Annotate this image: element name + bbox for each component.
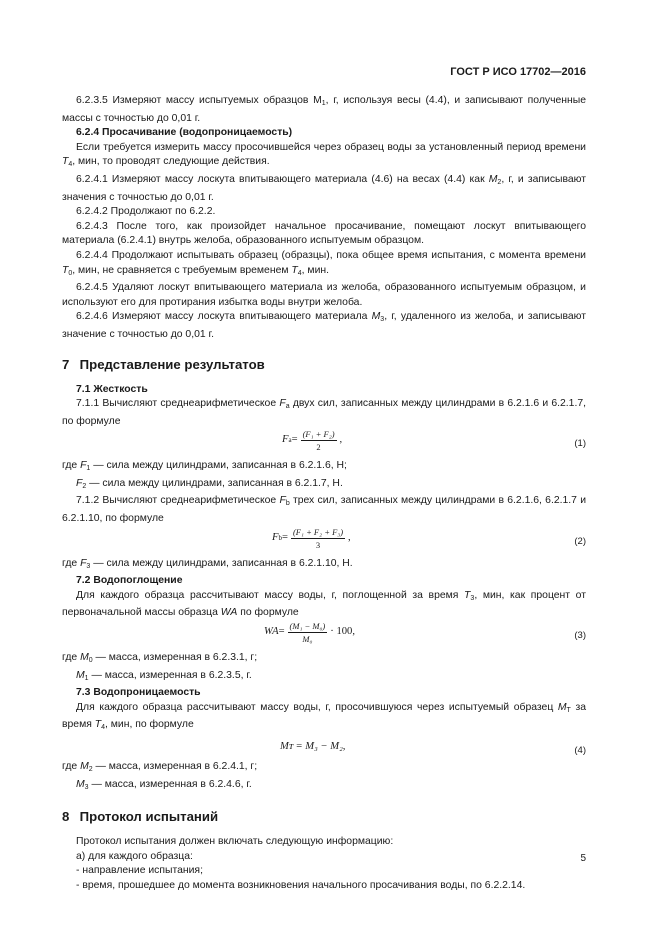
- equation-1-label: (1): [574, 438, 586, 450]
- equation-3: WA = $\frac{\text{(M₁ − M₀)}}{\text{M₀}}$ · 100, (3): [264, 621, 586, 645]
- para-6-2-4-3: 6.2.4.3 После того, как произойдет начальное просачивание, помещают лоскут впитывающего материала (6.2.4.1) внутрь желоба, образованного испытуемым образцом.: [62, 220, 586, 247]
- para-6-2-4-2: 6.2.4.2 Продолжают по 6.2.2.: [76, 206, 216, 218]
- heading-7-1: 7.1 Жесткость: [76, 383, 148, 395]
- heading-6-2-4: 6.2.4 Просачивание (водопроницаемость): [76, 127, 293, 139]
- para-6-2-4: Если требуется измерить массу просочившейся через образец воды за установленный период времени $T_4$, мин, то проводят следующие действия.: [62, 141, 586, 169]
- para-7-1-2: 7.1.2 Вычисляют среднеарифметическое $F_b$ трех сил, записанных между цилиндрами в 6.2.1.6, 6.2.1.7 и 6.2.1.10, по формуле: [62, 495, 586, 525]
- body-text: [62, 94, 586, 894]
- where-m0: где $M_0$ — масса, измеренная в 6.2.3.1, г;: [62, 652, 258, 665]
- where-f1: где $F_1$ — сила между цилиндрами, записанная в 6.2.1.6, Н;: [62, 460, 347, 473]
- equation-4-label: (4): [574, 745, 586, 756]
- para-6-2-4-1: 6.2.4.1 Измеряют массу лоскута впитывающего материала (4.6) на весах (4.4) как $M_2$, г, и записывают значения с точностью до 0,01 г.: [62, 173, 586, 203]
- where-f2: $F_2$ — сила между цилиндрами, записанная в 6.2.1.7, Н.: [76, 477, 343, 490]
- equation-2: F b = $\frac{\text{(F₁ + F₂ + F₃)}}{3}$ , (2): [272, 526, 586, 550]
- para-6-2-4-6: 6.2.4.6 Измеряют массу лоскута впитывающего материала $M_3$, г, удаленного из желоба, и записывают значение с точностью до 0,01 г.: [62, 311, 586, 340]
- where-f3: где $F_3$ — сила между цилиндрами, записанная в 6.2.1.10, Н.: [62, 557, 353, 570]
- equation-1: F a = $\frac{\text{(F₁ + F₂)}}{2}$ , (1): [282, 429, 586, 453]
- para-8-c: - время, прошедшее до момента возникновения начального просачивания воды, по 6.2.2.14.: [76, 879, 526, 891]
- para-7-2: Для каждого образца рассчитывают массу воды, г, поглощенной за время $T_3$, мин, как процент от первоначальной массы образца WA по формуле: [62, 589, 586, 619]
- para-8-intro: Протокол испытания должен включать следующую информацию:: [76, 836, 394, 848]
- equation-3-label: (3): [574, 630, 586, 642]
- section-7-heading: 7 Представление результатов: [62, 356, 265, 372]
- page-number: 5: [580, 853, 586, 864]
- heading-7-2: 7.2 Водопоглощение: [76, 575, 183, 587]
- where-m2: где $M_2$ — масса, измеренная в 6.2.4.1, г;: [62, 761, 258, 773]
- where-m3: $M_3$ — масса, измеренная в 6.2.4.6, г.: [76, 778, 252, 791]
- para-6-2-4-5: 6.2.4.5 Удаляют лоскут впитывающего материала из желоба, образованного испытуемым образцом, и используют его для протирания избытка воды внутри желоба.: [62, 282, 586, 308]
- document-page: [62, 0, 586, 936]
- para-8-b: - направление испытания;: [76, 865, 203, 877]
- para-8-a: а) для каждого образца:: [76, 850, 193, 862]
- heading-7-3: 7.3 Водопроницаемость: [76, 687, 201, 699]
- equation-4: Mᴛ = M₃ − M₂, (4): [62, 736, 586, 760]
- para-7-3: Для каждого образца рассчитывают массу воды, г, просочившуюся через испытуемый образец $M_T$ за время $T_4$, мин, по формуле: [62, 701, 586, 732]
- document-header: ГОСТ Р ИСО 17702—2016: [450, 66, 586, 78]
- section-8-heading: 8 Протокол испытаний: [62, 809, 219, 825]
- where-m1: $M_1$ — масса, измеренная в 6.2.3.5, г.: [76, 669, 252, 682]
- para-6-2-3-5: 6.2.3.5 Измеряют массу испытуемых образцов $М_1$, г, используя весы (4.4), и записывают полученные массы с точностью до 0,01 г.: [62, 95, 587, 124]
- para-6-2-4-4: 6.2.4.4 Продолжают испытывать образец (образцы), пока общее время испытания, с момента времени $T_0$, мин, не сравняется с требуемым временем $T_4$, мин.: [62, 249, 586, 277]
- equation-2-label: (2): [574, 535, 586, 547]
- para-7-1-1: 7.1.1 Вычисляют среднеарифметическое $F_a$ двух сил, записанных между цилиндрами в 6.2.1.6 и 6.2.1.7, по формуле: [62, 398, 586, 427]
